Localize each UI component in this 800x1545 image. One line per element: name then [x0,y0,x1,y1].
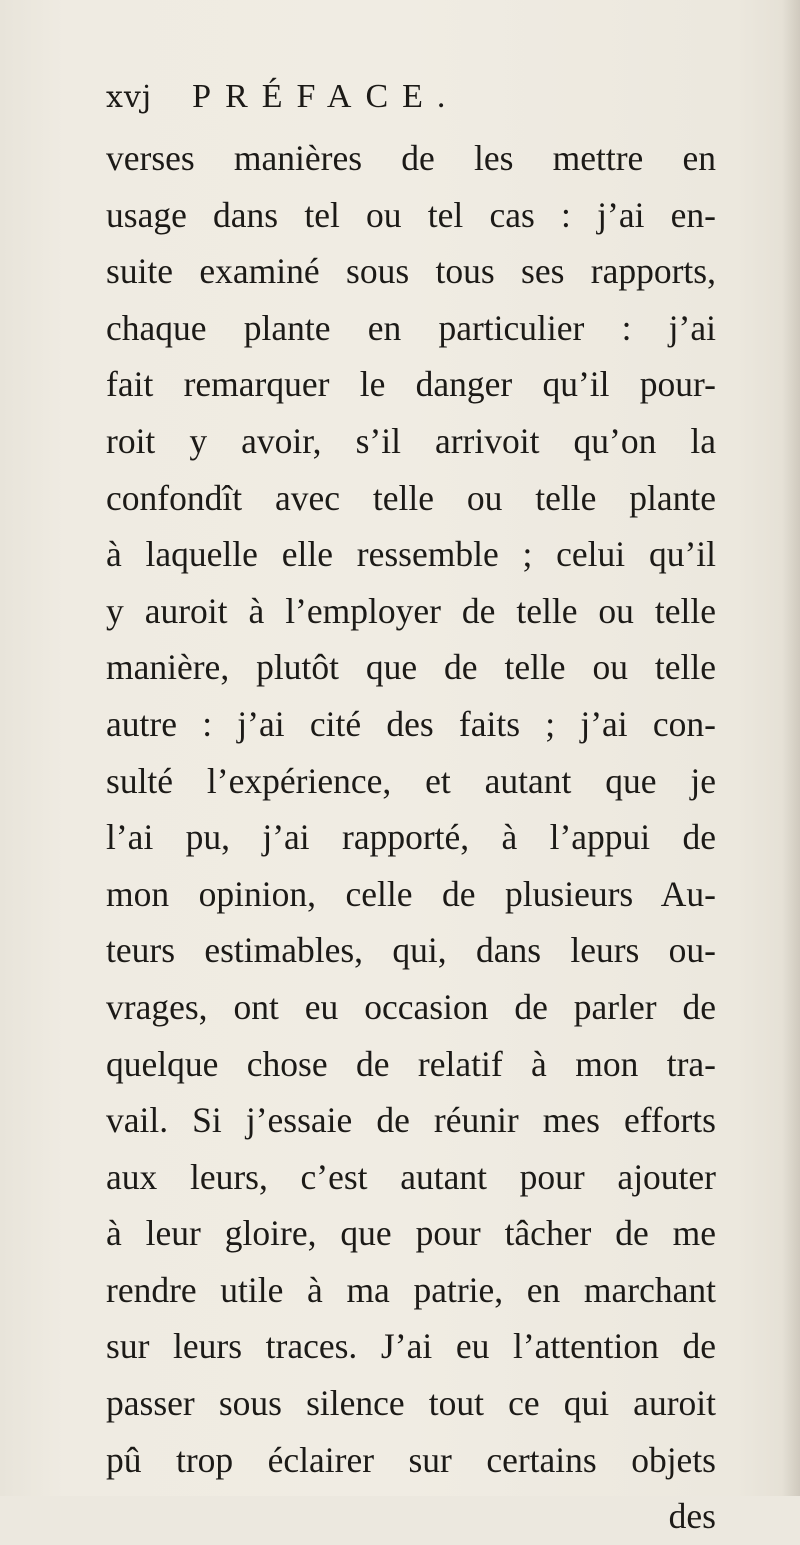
body-text [106,130,716,1545]
page-number: xvj [106,80,153,115]
text-line: vrages, ont eu occasion de parler de [106,986,716,1027]
text-line: sulté l’expérience, et autant que je [106,760,716,801]
text-line: confondît avec telle ou telle plante [106,477,716,518]
catchword: des [668,1496,716,1537]
text-line: y auroit à l’employer de telle ou telle [106,590,716,631]
text-line: rendre utile à ma patrie, en marchant [106,1269,716,1310]
text-line: pû trop éclairer sur certains objets [106,1439,716,1480]
text-line: chaque plante en particulier : j’ai [106,307,716,348]
text-line: roit y avoir, s’il arrivoit qu’on la [106,420,716,461]
text-line: sur leurs traces. J’ai eu l’attention de [106,1326,716,1367]
text-line: fait remarquer le danger qu’il pour- [106,364,716,405]
text-line: teurs estimables, qui, dans leurs ou- [106,930,716,971]
text-line: aux leurs, c’est autant pour ajouter [106,1156,716,1197]
text-line: quelque chose de relatif à mon tra- [106,1043,716,1084]
page-header [106,78,726,124]
text-line: autre : j’ai cité des faits ; j’ai con- [106,703,716,744]
text-line: à leur gloire, que pour tâcher de me [106,1213,716,1254]
text-line: vail. Si j’essaie de réunir mes efforts [106,1100,716,1141]
text-line: mon opinion, celle de plusieurs Au- [106,873,716,914]
text-line: usage dans tel ou tel cas : j’ai en- [106,194,716,235]
text-line: l’ai pu, j’ai rapporté, à l’appui de [106,817,716,858]
text-line: à laquelle elle ressemble ; celui qu’il [106,534,716,575]
text-line: verses manières de les mettre en [106,138,716,178]
text-line: suite examiné sous tous ses rapports, [106,251,716,292]
running-title: PRÉFACE. [192,78,460,115]
text-line: manière, plutôt que de telle ou telle [106,647,716,688]
text-line: passer sous silence tout ce qui auroit [106,1383,716,1424]
page-edge-shadow [782,0,800,1496]
